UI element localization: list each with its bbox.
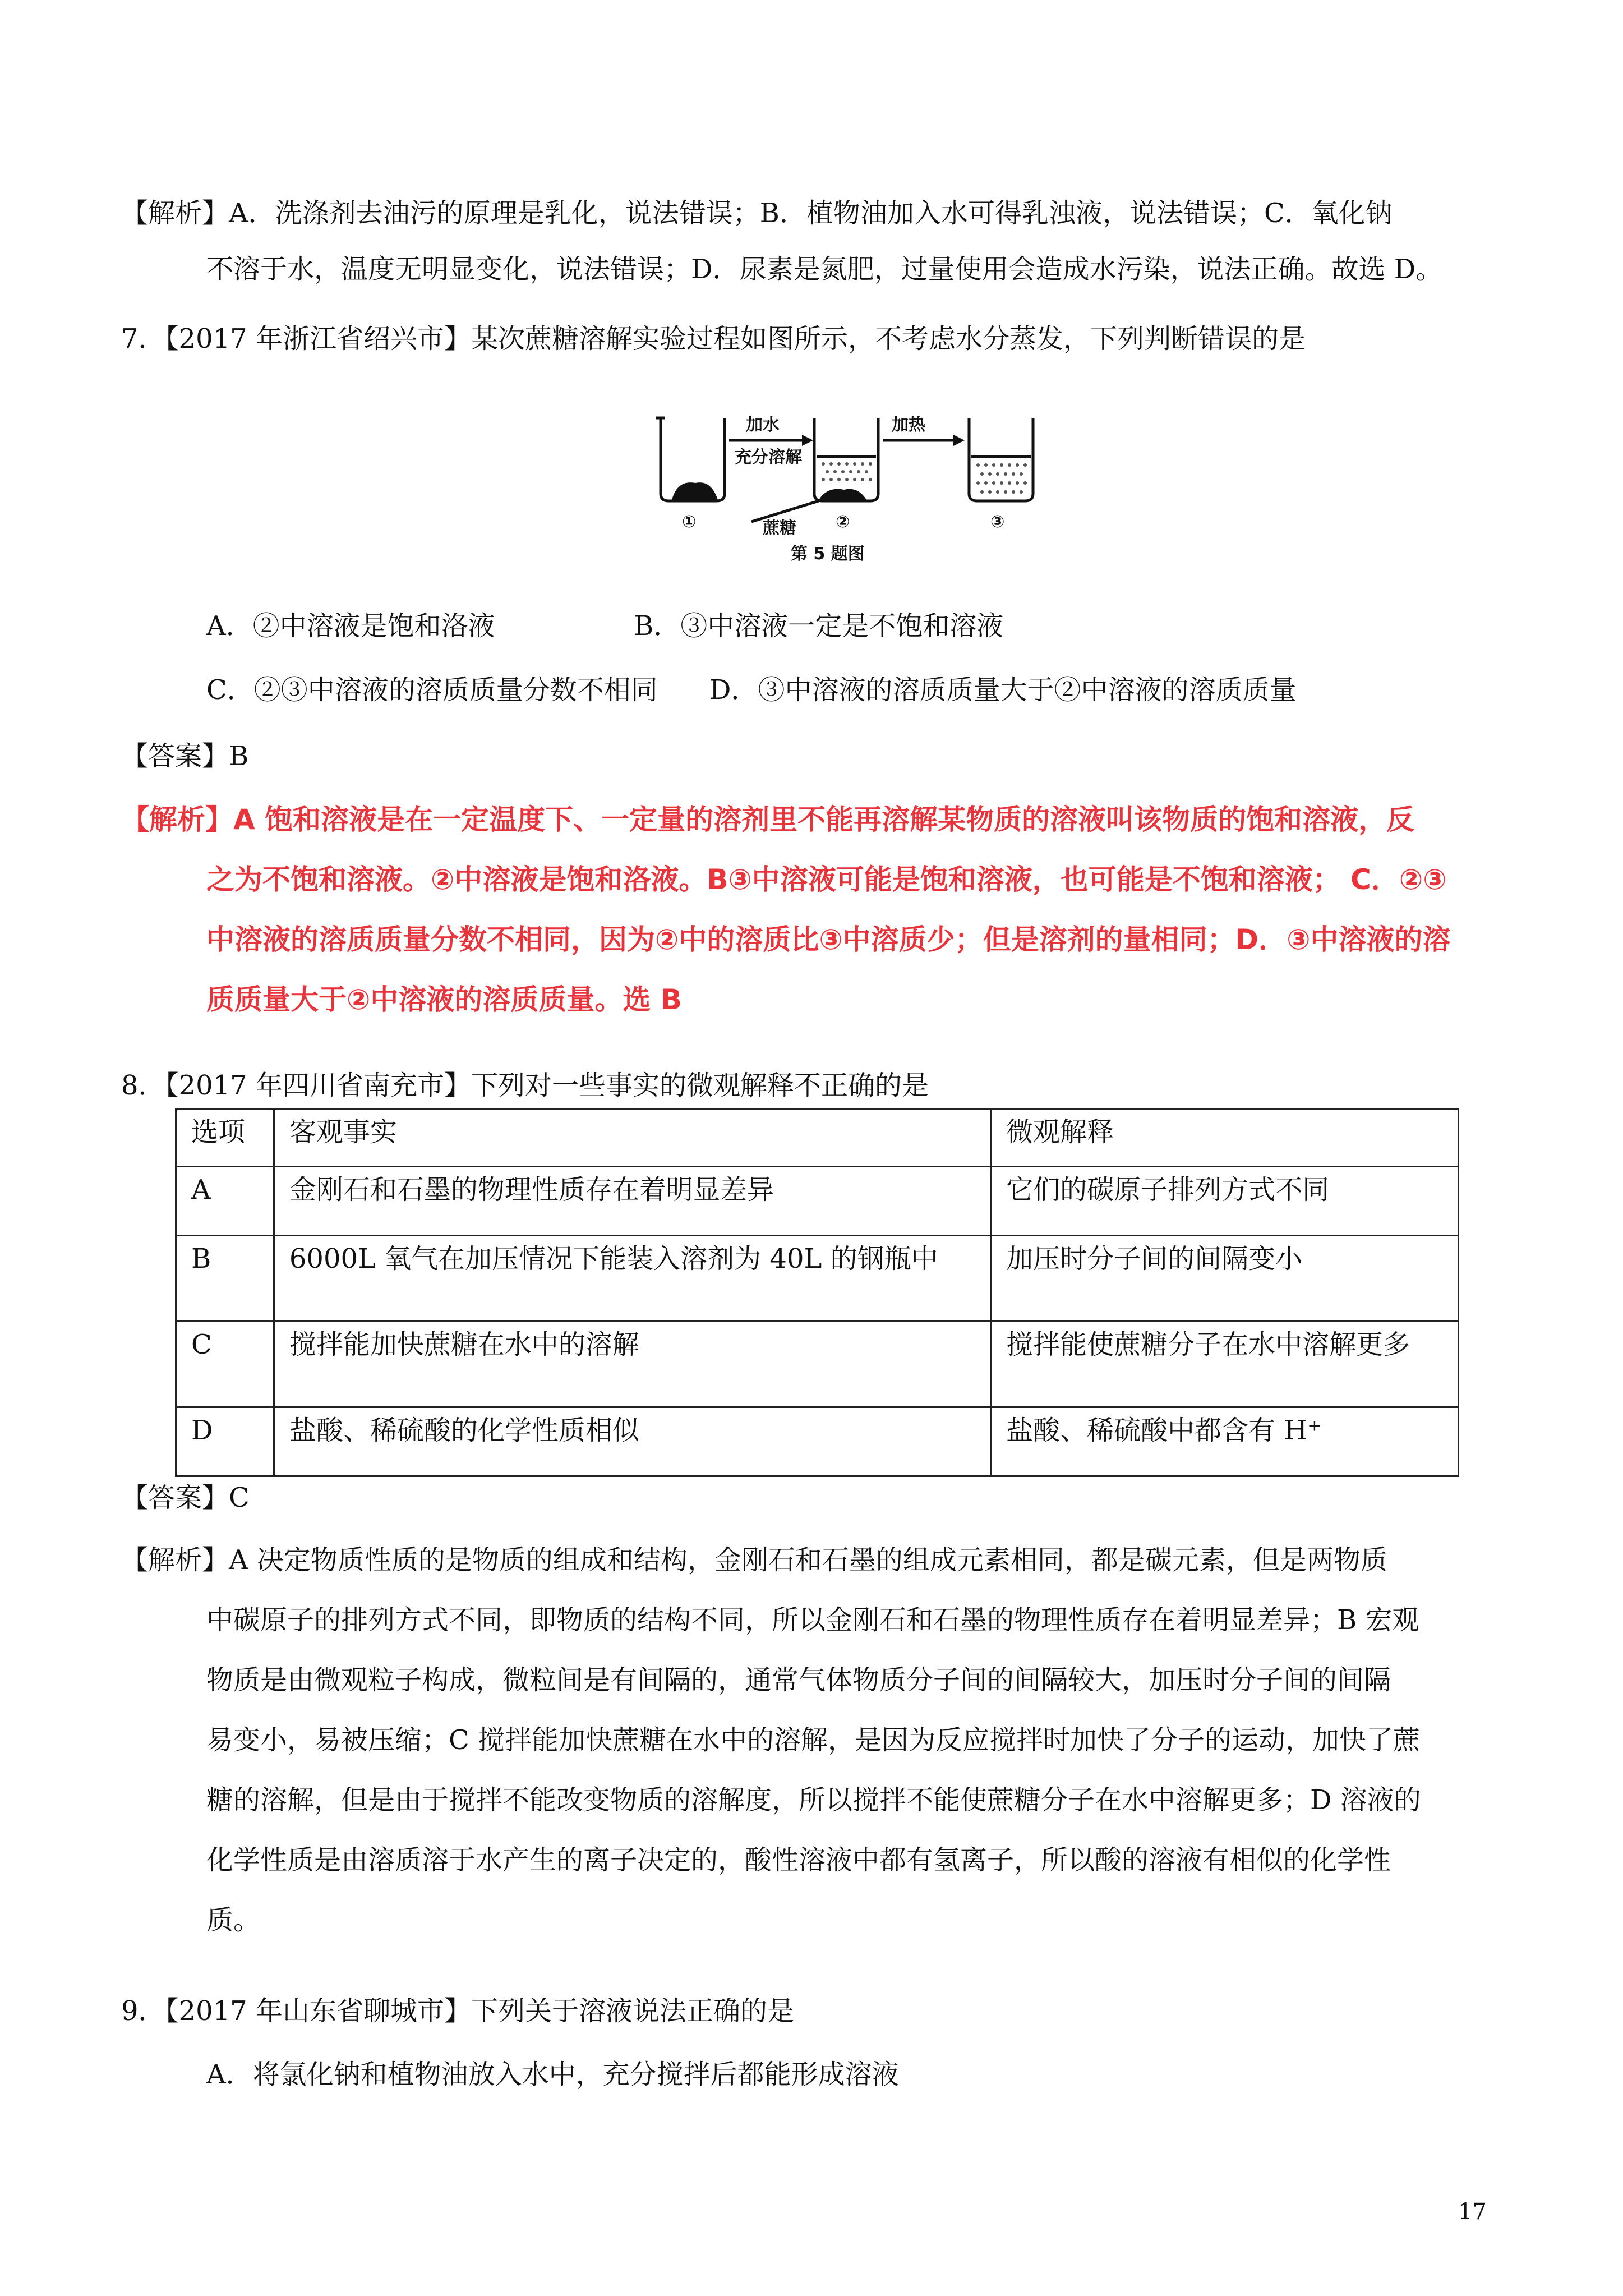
q7-answer: 【答案】B [121,740,249,772]
q8-analysis-line4: 易变小，易被压缩；C 搅拌能加快蔗糖在水中的溶解，是因为反应搅拌时加快了分子的运动，加快了蔗 [206,1724,1420,1756]
q7-option-c: C．②③中溶液的溶质质量分数不相同 [206,674,658,706]
table-cell: 它们的碳原子排列方式不同 [991,1167,1459,1236]
table-row [176,1167,1459,1236]
figure-caption: 第 5 题图 [791,544,865,564]
q8-analysis-line7: 质。 [206,1904,261,1936]
table-row [176,1322,1459,1407]
q8-analysis-line6: 化学性质是由溶质溶于水产生的离子决定的，酸性溶液中都有氢离子，所以酸的溶液有相似的化学性 [206,1844,1391,1876]
q8-stem: 8．【2017 年四川省南充市】下列对一些事实的微观解释不正确的是 [121,1070,929,1101]
q6-analysis-line1: 【解析】A．洗涤剂去油污的原理是乳化，说法错误；B．植物油加入水可得乳浊液，说法错误；C．氧化钠 [121,197,1393,229]
q6-analysis-line2: 不溶于水，温度无明显变化，说法错误；D．尿素是氮肥，过量使用会造成水污染，说法正确。故选 D。 [206,254,1443,285]
table-cell: 6000L 氧气在加压情况下能装入溶剂为 40L 的钢瓶中 [274,1236,990,1322]
q7-option-d: D．③中溶液的溶质质量大于②中溶液的溶质质量 [709,674,1297,706]
q7-stem: 7．【2017 年浙江省绍兴市】某次蔗糖溶解实验过程如图所示，不考虑水分蒸发，下列判断错误的是 [121,323,1306,355]
table-cell: 盐酸、稀硫酸中都含有 H⁺ [991,1407,1459,1476]
table-header-cell: 微观解释 [991,1109,1459,1167]
sugar-label: 蔗糖 [763,518,796,538]
q8-table [175,1108,1459,1477]
table-cell: C [176,1322,274,1407]
arrow1-bottom-label: 充分溶解 [735,448,802,467]
table-cell: D [176,1407,274,1476]
beaker-2-label: ② [836,512,850,532]
table-row [176,1236,1459,1322]
q7-analysis-line2: 之为不饱和溶液。②中溶液是饱和洛液。B③中溶液可能是饱和溶液，也可能是不饱和溶液； C．②③ [206,863,1447,896]
page-number: 17 [1458,2199,1487,2225]
q8-answer: 【答案】C [121,1482,250,1513]
q7-analysis-line3: 中溶液的溶质质量分数不相同，因为②中的溶质比③中溶质少；但是溶剂的量相同；D．③中溶液的溶 [206,923,1451,956]
table-cell: 盐酸、稀硫酸的化学性质相似 [274,1407,990,1476]
table-cell: 加压时分子间的间隔变小 [991,1236,1459,1322]
table-header-row [176,1109,1459,1167]
beaker-1-label: ① [682,512,697,532]
q9-option-a: A．将氯化钠和植物油放入水中，充分搅拌后都能形成溶液 [206,2059,899,2090]
table-row [176,1407,1459,1476]
arrow1-top-label: 加水 [746,415,780,435]
arrow2-top-label: 加热 [892,415,925,435]
table-cell: 金刚石和石墨的物理性质存在着明显差异 [274,1167,990,1236]
q9-stem: 9．【2017 年山东省聊城市】下列关于溶液说法正确的是 [121,1995,794,2027]
q7-option-a: A．②中溶液是饱和洛液 [206,610,495,642]
q8-analysis-line5: 糖的溶解，但是由于搅拌不能改变物质的溶解度，所以搅拌不能使蔗糖分子在水中溶解更多；D 溶液的 [206,1784,1421,1816]
q8-analysis-line2: 中碳原子的排列方式不同，即物质的结构不同，所以金刚石和石墨的物理性质存在着明显差异；B 宏观 [206,1604,1419,1636]
q8-analysis-line3: 物质是由微观粒子构成，微粒间是有间隔的，通常气体物质分子间的间隔较大，加压时分子间的间隔 [206,1664,1391,1696]
sugar-dissolving-figure [651,401,1043,569]
q7-analysis-line1: 【解析】A 饱和溶液是在一定温度下、一定量的溶剂里不能再溶解某物质的溶液叫该物质的饱和溶液，反 [121,803,1415,836]
beaker-3-label: ③ [990,512,1005,532]
q8-analysis [121,1530,1421,1950]
table-header-cell: 选项 [176,1109,274,1167]
table-cell: B [176,1236,274,1322]
table-header-cell: 客观事实 [274,1109,990,1167]
table-cell: A [176,1167,274,1236]
q7-analysis [121,790,1451,1030]
q7-analysis-line4: 质质量大于②中溶液的溶质质量。选 B [206,983,682,1016]
table-cell: 搅拌能使蔗糖分子在水中溶解更多 [991,1322,1459,1407]
q7-option-b: B．③中溶液一定是不饱和溶液 [634,610,1004,642]
table-cell: 搅拌能加快蔗糖在水中的溶解 [274,1322,990,1407]
q8-analysis-line1: 【解析】A 决定物质性质的是物质的组成和结构，金刚石和石墨的组成元素相同，都是碳元素，但是两物质 [121,1544,1387,1576]
